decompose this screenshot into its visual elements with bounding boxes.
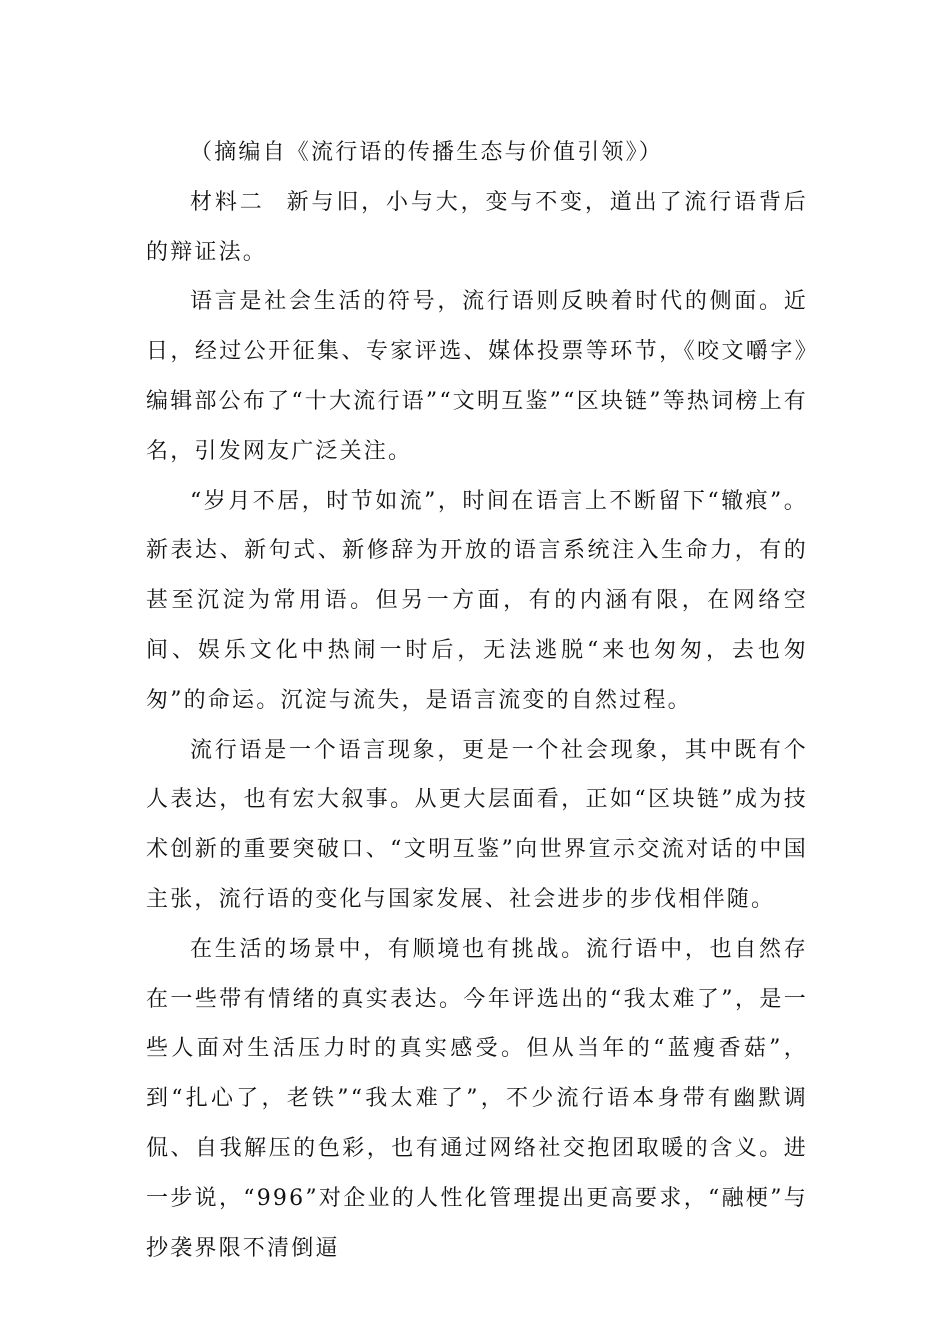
paragraph-2: “岁月不居，时节如流”，时间在语言上不断留下“辙痕”。新表达、新句式、新修辞为开放的语言系统注入生命力，有的甚至沉淀为常用语。但另一方面，有的内涵有限，在网络空间、娱乐文化中热闹一时后，无法逃脱“来也匆匆，去也匆匆”的命运。沉淀与流失，是语言流变的自然过程。 xyxy=(146,488,808,713)
material-two-heading xyxy=(146,178,808,278)
paragraph-1: 语言是社会生活的符号，流行语则反映着时代的侧面。近日，经过公开征集、专家评选、媒体投票等环节，《咬文嚼字》编辑部公布了“十大流行语”“文明互鉴”“区块链”等热词榜上有名，引发网友广泛关注。 xyxy=(146,289,808,464)
material-two-title: 新与旧，小与大，变与不变，道出了流行语背后的辩证法。 xyxy=(146,189,809,265)
document-body xyxy=(146,128,808,1273)
paragraph-4: 在生活的场景中，有顺境也有挑战。流行语中，也自然存在一些带有情绪的真实表达。今年评选出的“我太难了”，是一些人面对生活压力时的真实感受。但从当年的“蓝瘦香菇”，到“扎心了，老铁”“我太难了”，不少流行语本身带有幽默调侃、自我解压的色彩，也有通过网络社交抱团取暖的含义。进一步说，“996”对企业的人性化管理提出更高要求，“融梗”与抄袭界限不清倒逼 xyxy=(146,936,808,1261)
source-citation: （摘编自《流行语的传播生态与价值引领》） xyxy=(190,140,664,165)
paragraph-3: 流行语是一个语言现象，更是一个社会现象，其中既有个人表达，也有宏大叙事。从更大层面看，正如“区块链”成为技术创新的重要突破口、“文明互鉴”向世界宣示交流对话的中国主张，流行语的变化与国家发展、社会进步的步伐相伴随。 xyxy=(146,737,808,912)
material-two-label: 材料二 xyxy=(190,189,265,215)
